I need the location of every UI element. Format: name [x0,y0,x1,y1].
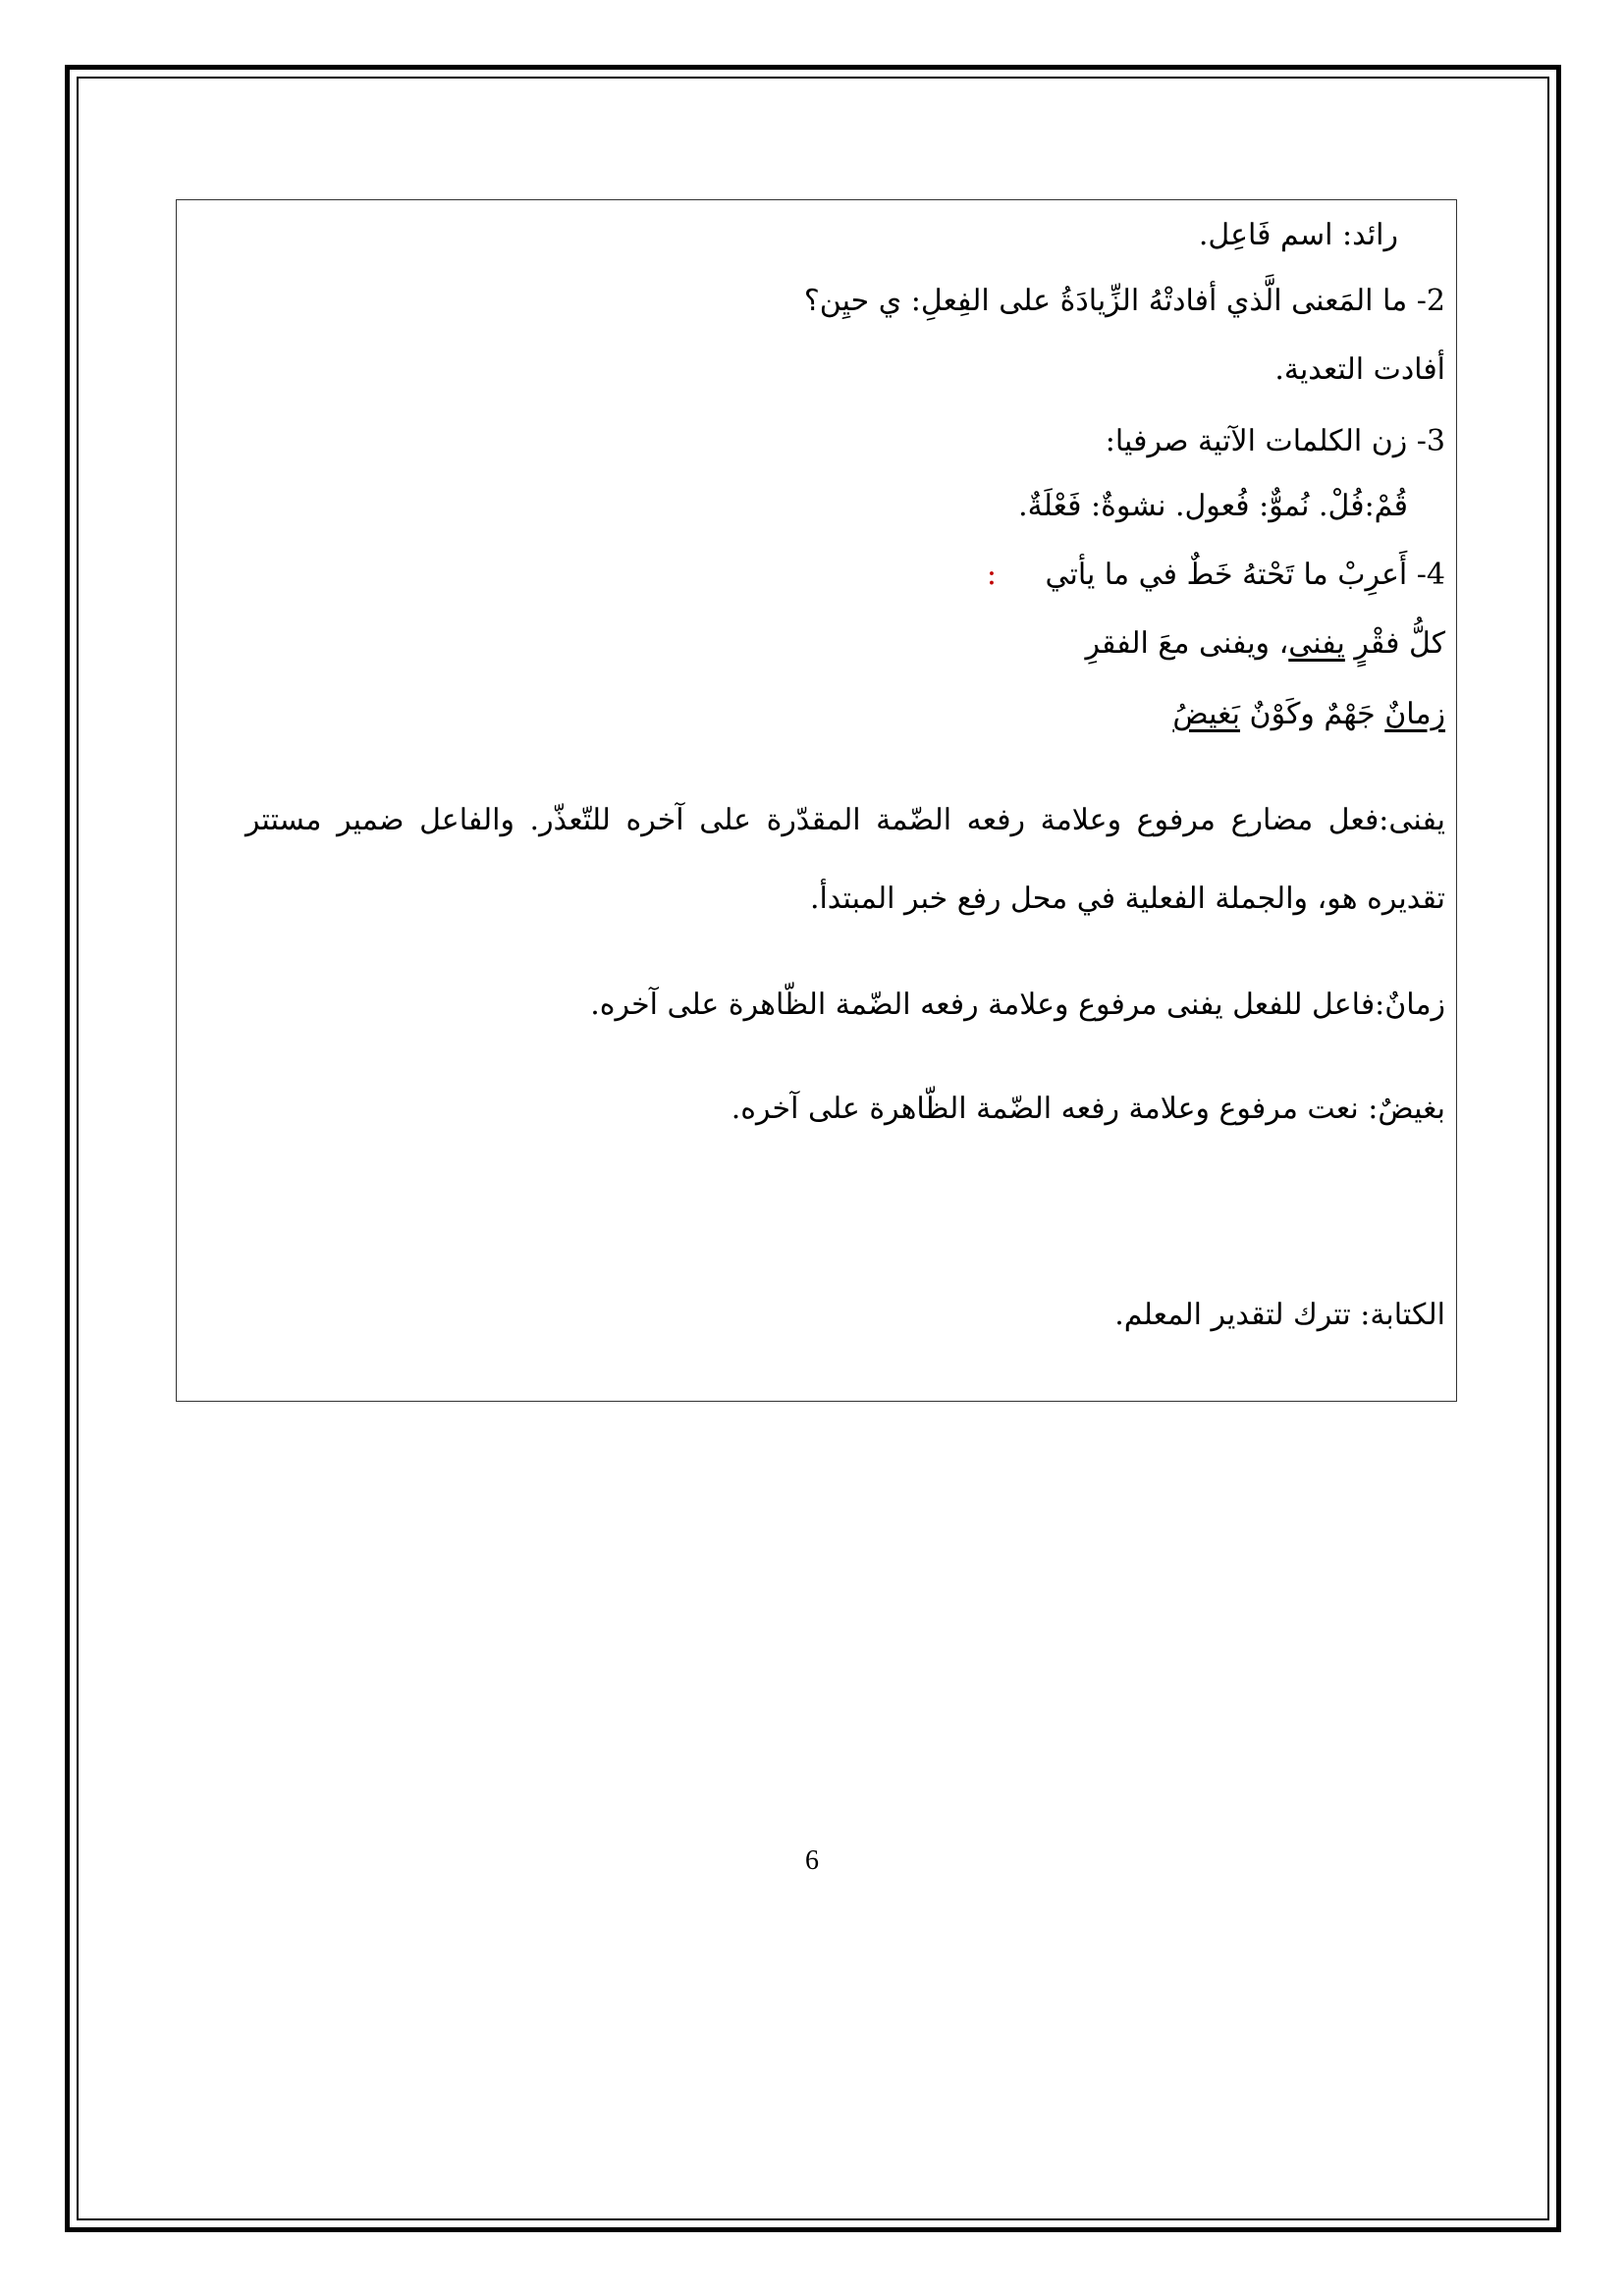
answer-2: أفادت التعدية. [1274,352,1445,387]
verse-line-1 [1085,624,1445,664]
answer-3: قُمْ:فُلْ. نُموٌّ: فُعول. نشوةٌ: فَعْلَةٌ. [1018,489,1408,523]
verse-2-underlined-1: زمانٌ [1384,697,1445,731]
question-3: 3- زن الكلمات الآتية صرفيا: [1105,424,1445,458]
verse-line-2 [1172,695,1445,734]
question-4-text: 4- أَعرِبْ ما تَحْتهُ خَطٌ في ما يأتي [1045,558,1445,592]
question-4-colon: : [986,558,997,592]
page-number: 6 [805,1845,819,1876]
answer-yafna-line-1: يفنى:فعل مضارع مرفوع وعلامة رفعه الضّمة المقدّرة على آخره للتّعذّر. والفاعل ضمير مستتر [245,803,1445,837]
line-raed: رائد: اسم فَاعِل. [1198,218,1398,252]
verse-1-part-2: ، ويفنى معَ الفقرِ [1085,626,1289,661]
verse-1-underlined: يفنى [1288,626,1345,661]
answer-baghid: بغيضٌ: نعت مرفوع وعلامة رفعه الضّمة الظّاهرة على آخره. [731,1092,1445,1126]
answer-zaman: زمانٌ:فاعل للفعل يفنى مرفوع وعلامة رفعه الضّمة الظّاهرة على آخره. [590,988,1445,1022]
verse-2-part-1: جَهْمٌ وكَوْنٌ [1240,697,1385,731]
verse-2-underlined-2: بَغيضُ [1172,697,1241,731]
answer-yafna-line-2: تقديره هو، والجملة الفعلية في محل رفع خبر المبتدأ. [809,881,1445,916]
writing-note: الكتابة: تترك لتقدير المعلم. [1114,1298,1445,1332]
verse-1-part-1: كلُّ فقْرٍ [1344,626,1445,661]
question-4 [987,556,1445,595]
question-2: 2- ما المَعنى الَّذي أفادتْهُ الزِّيادَةُ على الفِعلِ: ي حيِن؟ [803,284,1445,318]
